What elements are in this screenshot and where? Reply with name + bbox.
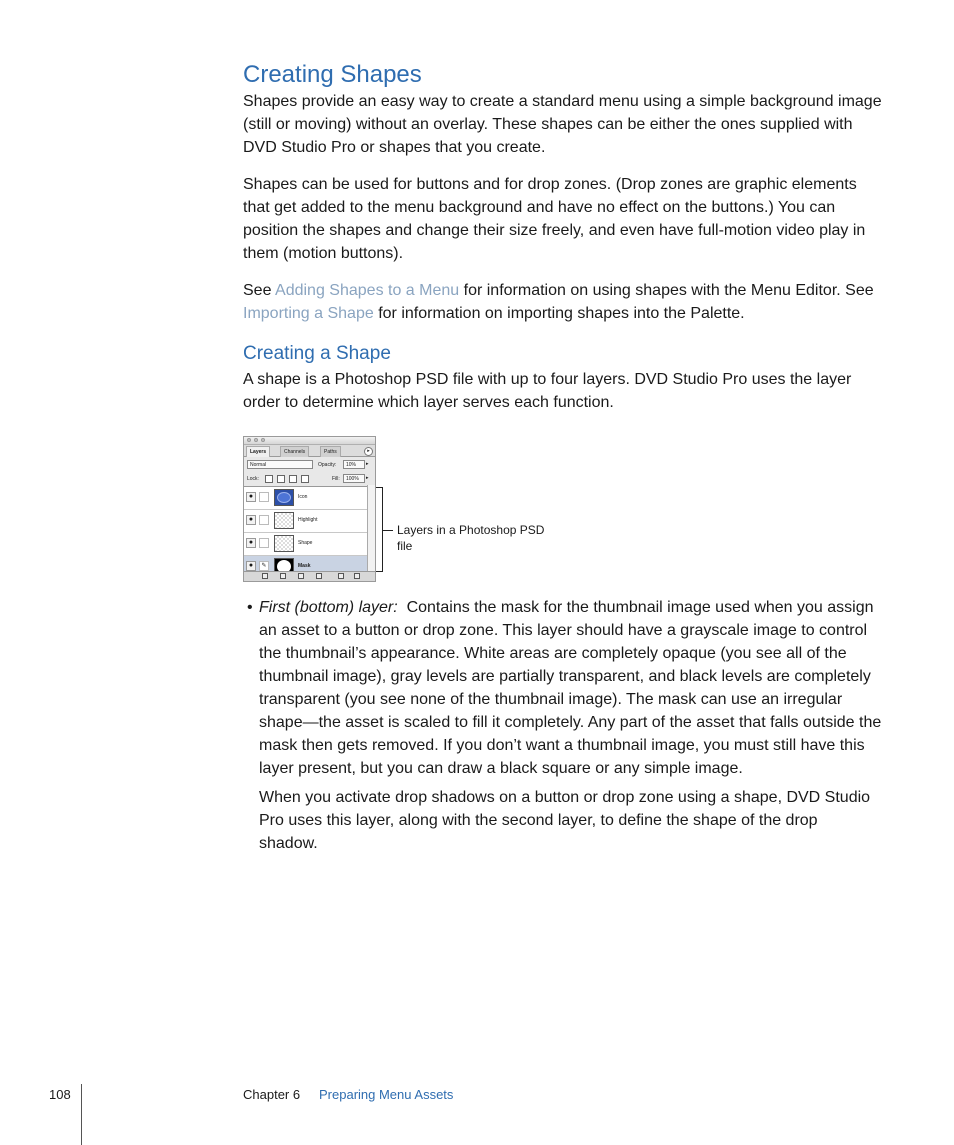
shapes-usage-paragraph: Shapes can be used for buttons and for drop zones. (Drop zones are graphic elements that get added to the menu background and have no effect on the buttons.) You can position the shapes and change their size freely, and even have full-motion video play in them (motion buttons).	[243, 176, 866, 262]
page-title: Creating Shapes	[243, 61, 422, 88]
callout-leader-line	[383, 530, 393, 531]
see-end-text: for information on importing shapes into the Palette.	[373, 305, 745, 322]
blend-mode-select[interactable]: Normal	[247, 460, 313, 469]
importing-shape-link[interactable]: Importing a Shape	[243, 305, 374, 322]
fill-field[interactable]: 100%	[343, 474, 365, 483]
layer-name: Icon	[298, 494, 308, 500]
callout-bracket	[376, 487, 383, 572]
fill-label: Fill:	[332, 476, 340, 482]
trash-icon[interactable]	[354, 573, 360, 579]
adjustment-layer-icon[interactable]	[316, 573, 322, 579]
minimize-dot-icon	[254, 438, 258, 442]
footer-divider	[81, 1084, 82, 1145]
layer-row-shape[interactable]	[244, 533, 375, 556]
see-mid-text: for information on using shapes with the Menu Editor. See	[459, 282, 874, 299]
layer-thumbnail	[274, 535, 294, 552]
close-dot-icon	[247, 438, 251, 442]
layers-palette-figure	[243, 436, 376, 582]
zoom-dot-icon	[261, 438, 265, 442]
tab-channels[interactable]: Channels	[280, 446, 309, 457]
palette-menu-icon[interactable]: ▸	[364, 447, 373, 456]
layer-mask-icon[interactable]	[280, 573, 286, 579]
eye-icon[interactable]: ●	[246, 492, 256, 502]
layer-name: Shape	[298, 540, 313, 546]
opacity-arrow-icon[interactable]: ▸	[366, 461, 369, 467]
bullet-term: First (bottom) layer:	[259, 599, 398, 616]
layer-name: Highlight	[298, 517, 318, 523]
bullet-body	[259, 596, 887, 780]
figure-callout: Layers in a Photoshop PSD file	[397, 523, 545, 553]
palette-scrollbar[interactable]	[367, 485, 375, 573]
shape-definition-paragraph: A shape is a Photoshop PSD file with up to four layers. DVD Studio Pro uses the layer order to determine which layer serves each function.	[243, 371, 852, 411]
drop-shadow-paragraph: When you activate drop shadows on a button or drop zone using a shape, DVD Studio Pro uses this layer, along with the second layer, to define the shape of the drop shadow.	[259, 789, 871, 852]
eye-icon[interactable]: ●	[246, 538, 256, 548]
palette-tabs	[244, 445, 375, 457]
chapter-label: Chapter 6	[243, 1087, 301, 1102]
palette-bottom-bar	[244, 571, 375, 581]
tab-paths[interactable]: Paths	[320, 446, 341, 457]
lock-all-icon[interactable]	[301, 475, 309, 483]
section-heading: Creating a Shape	[243, 343, 391, 364]
chapter-title: Preparing Menu Assets	[319, 1087, 454, 1102]
lock-row	[244, 472, 375, 487]
layer-set-icon[interactable]	[298, 573, 304, 579]
opacity-label: Opacity:	[318, 462, 337, 468]
adding-shapes-link[interactable]: Adding Shapes to a Menu	[275, 282, 460, 299]
brush-icon[interactable]: ✎	[259, 561, 269, 571]
opacity-field[interactable]: 10%	[343, 460, 365, 469]
link-slot-icon[interactable]	[259, 492, 269, 502]
layer-name: Mask	[298, 563, 311, 569]
link-slot-icon[interactable]	[259, 515, 269, 525]
see-text: See	[243, 282, 276, 299]
bullet-symbol: •	[247, 599, 253, 616]
eye-icon[interactable]: ●	[246, 561, 256, 571]
blend-row	[244, 457, 375, 472]
lock-image-icon[interactable]	[277, 475, 285, 483]
lock-position-icon[interactable]	[289, 475, 297, 483]
layer-row-icon[interactable]	[244, 487, 375, 510]
lock-transparency-icon[interactable]	[265, 475, 273, 483]
intro-paragraph: Shapes provide an easy way to create a standard menu using a simple background image (still or moving) without an overlay. These shapes can be either the ones supplied with DVD Studio Pro or shapes that you create.	[243, 93, 882, 156]
fill-arrow-icon[interactable]: ▸	[366, 475, 369, 481]
lock-label: Lock:	[247, 476, 259, 482]
layer-row-highlight[interactable]	[244, 510, 375, 533]
layer-thumbnail	[274, 489, 294, 506]
layer-thumbnail	[274, 512, 294, 529]
bullet-item	[247, 596, 887, 780]
tab-layers[interactable]: Layers	[246, 446, 270, 457]
palette-titlebar	[244, 437, 375, 445]
eye-icon[interactable]: ●	[246, 515, 256, 525]
page-number: 108	[49, 1087, 71, 1102]
see-also-paragraph	[243, 279, 883, 325]
new-layer-icon[interactable]	[338, 573, 344, 579]
bullet-text: Contains the mask for the thumbnail image used when you assign an asset to a button or drop zone. This layer should have a grayscale image to control the thumbnail’s appearance. White areas are completely opaque (you see all of the thumbnail image), gray levels are partially transparent, and black levels are completely transparent (you see none of the thumbnail image). The mask can use an irregular shape—the asset is scaled to fill it completely. Any part of the asset that falls outside the mask then gets removed. If you don’t want a thumbnail image, you must still have this layer present, but you can draw a black square or any simple image.	[259, 599, 886, 777]
link-slot-icon[interactable]	[259, 538, 269, 548]
layer-style-icon[interactable]	[262, 573, 268, 579]
